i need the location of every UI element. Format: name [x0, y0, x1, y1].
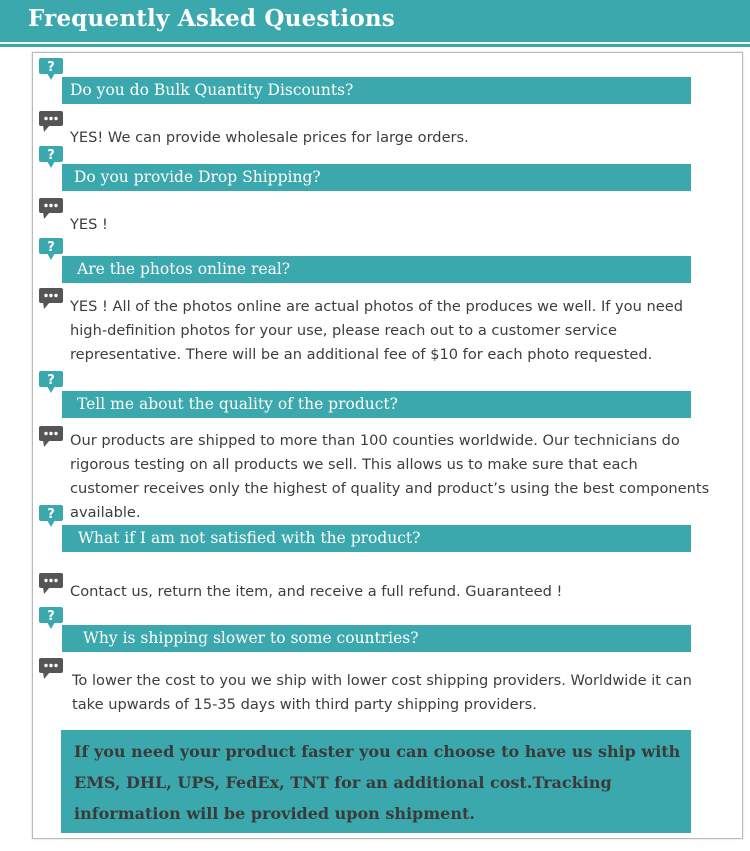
svg-text:?: ? — [47, 507, 55, 522]
svg-text:?: ? — [47, 373, 55, 388]
speech-bubble-dots-icon — [38, 197, 64, 221]
question-bubble-icon — [38, 145, 64, 169]
faq-question-2: Do you provide Drop Shipping? — [62, 164, 691, 191]
question-bubble-icon — [38, 237, 64, 261]
speech-bubble-dots-icon — [38, 110, 64, 134]
faq-question-5: What if I am not satisfied with the product? — [62, 525, 691, 552]
speech-bubble-dots-icon — [38, 572, 64, 596]
faq-answer-4: Our products are shipped to more than 100 counties worldwide. Our technicians do rigorous testing on all products we sell. This allows us to make sure that each customer receives only the highest of quality and product’s using the best components available. — [70, 432, 710, 521]
shipping-note-box — [61, 730, 691, 833]
faq-answer-5: Contact us, return the item, and receive a full refund. Guaranteed ! — [70, 583, 563, 600]
header-divider — [0, 44, 750, 47]
shipping-note-text: If you need your product faster you can choose to have us ship with EMS, DHL, UPS, FedEx, TNT for an additional cost.Tracking information will be provided upon shipment. — [74, 742, 681, 823]
speech-bubble-dots-icon — [38, 657, 64, 681]
question-bubble-icon — [38, 370, 64, 394]
speech-bubble-dots-icon — [38, 425, 64, 449]
faq-answer-3: YES ! All of the photos online are actual photos of the produces we well. If you need high-definition photos for your use, please reach out to a customer service representative. There will be an additional fee of $10 for each photo requested. — [70, 298, 683, 363]
faq-question-3: Are the photos online real? — [62, 256, 691, 283]
faq-question-1: Do you do Bulk Quantity Discounts? — [62, 77, 691, 104]
page-title: Frequently Asked Questions — [28, 5, 395, 32]
question-bubble-icon — [38, 504, 64, 528]
speech-bubble-dots-icon — [38, 287, 64, 311]
page-header — [0, 0, 750, 42]
question-bubble-icon — [38, 606, 64, 630]
faq-question-4: Tell me about the quality of the product? — [62, 391, 691, 418]
svg-text:?: ? — [47, 148, 55, 163]
svg-text:?: ? — [47, 240, 55, 255]
faq-answer-2: YES ! — [70, 216, 108, 233]
faq-answer-6: To lower the cost to you we ship with lower cost shipping providers. Worldwide it can take upwards of 15-35 days with third party shipping providers. — [72, 672, 692, 713]
svg-text:?: ? — [47, 60, 55, 75]
faq-answer-1: YES! We can provide wholesale prices for large orders. — [70, 129, 469, 146]
faq-question-6: Why is shipping slower to some countries? — [62, 625, 691, 652]
question-bubble-icon — [38, 57, 64, 81]
svg-text:?: ? — [47, 609, 55, 624]
